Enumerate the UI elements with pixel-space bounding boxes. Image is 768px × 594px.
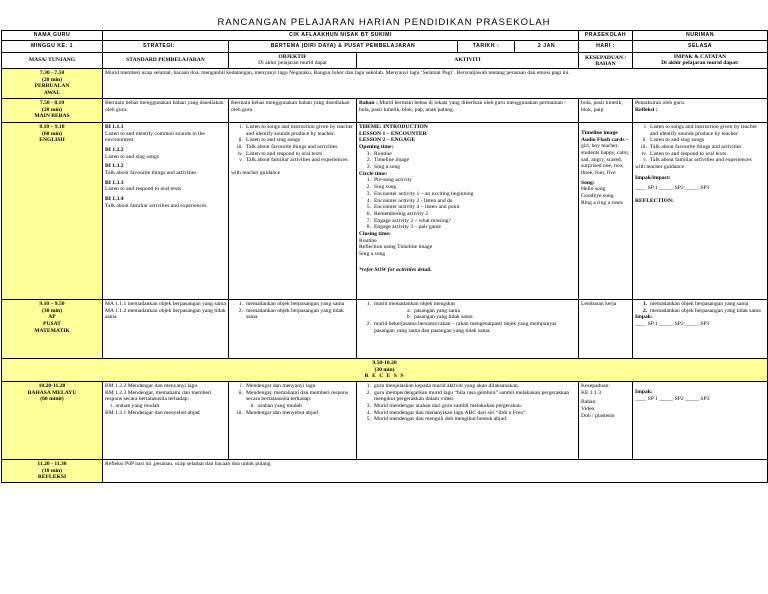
recess-duration: (30 min) [374,366,395,373]
closing-item: Routine [359,237,377,244]
list-text: Talk about favourite things and activities [650,143,742,150]
bm-aktiviti [357,381,579,459]
list-num: 3. [366,164,371,171]
refleksi-text: Refleksi PdP hari ini ,pesanan, ucap selamat dan bacaan doa untuk pulang [103,459,768,482]
bahan-label: Bahan : [359,99,378,106]
list-text: Engage activity 3 – pair game [374,224,441,231]
list-item [359,191,576,198]
circle-label: Circle time: [359,170,388,177]
masa-tunjang-2: AWAL [43,90,61,97]
list-num: iv. [641,150,648,157]
list-num: 3. [366,190,371,197]
masa-main-bebas [2,98,103,122]
list-num: b. [406,314,411,321]
standard-code: BI 1.2.2 [105,146,124,153]
list-num: iv. [237,150,243,157]
list-num: iii. [236,143,243,150]
list-item [359,151,576,158]
col-standard: STANDARD PEMBELAJARAN [103,53,229,69]
list-item [635,157,765,164]
list-item [359,204,576,211]
list-text: Remembering activity 2 [374,210,429,217]
strategi-value: BERTEMA (DIRI DAYA) & PUSAT PEMBELAJARAN [229,41,458,52]
kesepaduan-label: Kesepaduan: [581,382,610,389]
masa-tunjang: AP [48,314,56,321]
list-text: pasangan yang tidak sama [414,314,473,321]
standard-text: i. arahan yang mudah [111,403,160,410]
list-item [359,211,576,218]
list-text: murid bekerjasama bersama rakan – rakan mengenalpasti objek yang mempunyai pasangan yang sama dan pasangan yang tidak sama. [374,320,557,334]
matematik-aktiviti [357,299,579,358]
standard-text: Listen to and respond to oral texts [105,186,182,193]
list-num: iii. [236,409,243,416]
list-num: 2. [366,157,371,164]
list-text: memadankan objek berpasangan yang tidak sama [650,307,761,314]
masa-english [2,122,103,299]
list-text: Engage activity 2 – what missing? [374,217,451,224]
song-item: Hello song [581,186,606,193]
list-text: memadankan objek berpasangan yang sama [650,300,749,307]
list-text: Mendengar dan menyanyi lagu [246,382,316,389]
strategi-label: STRATEGI: [103,41,229,53]
list-num: 1. [642,300,648,307]
list-item [635,124,765,137]
english-standard [103,122,229,299]
masa-tunjang: MAIN BEBAS [34,113,70,120]
closing-item: Reflection using Timeline image [359,244,433,251]
bm-bahan [579,381,633,459]
list-text: guru memperdengarkan murid lagu “bila rasa gembira” sambil melakukan pergerakkan mengikut pergerakkan dalam video. [374,389,570,403]
list-text: Listen to and sing songs [246,137,301,144]
masa-tunjang: REFLEKSI [37,474,67,481]
list-item [231,124,354,137]
list-text: Murid mendengar dan menguli doh mengikut bentuk abjad. [374,416,508,423]
list-item [231,144,354,151]
masa-refleksi [2,459,103,482]
standard-text: Listen to and sing songs [105,153,160,160]
kesepaduan-value: KE 1.1.3 [581,389,602,396]
english-aktiviti [357,122,579,299]
song-item: Ring a ring a roses [581,199,623,206]
list-num: 2. [366,389,371,396]
tarikh-label: TARIKH : [458,41,515,52]
list-num: i. [240,382,243,389]
masa-time: 10.20-11.20 [38,382,66,389]
list-item [231,410,354,417]
bahan-item: Doh / plastesin [581,412,615,419]
list-text: Listen to and sing songs [650,137,705,144]
masa-duration: (20 min) [41,76,63,83]
list-num: v. [643,157,648,164]
list-item [359,403,576,410]
nama-guru-value: CIK AFLAAKHUN NISAK BT SUKIMI [103,31,579,41]
matematik-objektif [229,299,357,358]
list-text: memadankan objek berpasangan yang sama [246,300,345,307]
song-label: Song: [581,179,595,186]
list-num: 6. [366,210,371,217]
list-num: v. [239,157,243,164]
list-item [359,308,576,315]
masa-matematik [2,299,103,358]
list-num: ii. [250,403,255,410]
list-item [231,157,354,164]
standard-code: BI 1.3.4 [105,196,124,203]
list-num: i. [644,123,648,130]
standard-code: BI 1.3.2 [105,163,124,170]
masa-time: 11.20 - 11.30 [37,460,67,467]
tarikh-value: 2 JAN [537,43,556,50]
list-item [359,157,576,164]
list-num: ii. [238,137,243,144]
list-text: Sing song [374,184,397,191]
list-text: Encounter activity 1 – an exciting beginning [374,190,474,197]
masa-duration: (10 min) [41,467,63,474]
list-item [359,301,576,308]
list-text: murid memadankan objek mengikut [374,300,455,307]
list-text: Talk about familiar activities and experiences [246,157,348,164]
masa-perbualan [2,69,103,99]
list-text: guru menjelaskan kepada murid aktiviti yang akan dilaksanakan. [374,382,520,389]
impak-label: Impak: [635,388,653,395]
prasekolah-value: NURIMAN [633,31,768,41]
list-num: 4. [366,409,371,416]
standard-text: Talk about familiar activities and experiences [105,202,207,209]
standard-text: BM 1.2.2 Mendengar dan menyanyi lagu [105,382,198,389]
standard-text: BM 1.2.3 Mendengar, memahami dan memberi respons secara bertatasusila terhadap: [105,389,212,403]
list-item [231,403,354,410]
list-text: Encounter activity 2 - listen and do [374,197,453,204]
list-text: Pre-song activity [374,177,413,184]
minggu-label: MINGGU KE: 1 [2,41,103,53]
page-title: RANCANGAN PELAJARAN HARIAN PENDIDIKAN PRASEKOLAH [217,17,551,28]
list-item [359,224,576,231]
lesson-plan-table [1,30,768,483]
list-text: memadankan objek berpasangan yang tidak sama [246,307,344,321]
main-bebas-standard: Bermain bebas menggunakan bahan yang disediakan oleh guru. [103,98,229,122]
prasekolah-label: PRASEKOLAH [579,31,633,41]
masa-time: 9.10 – 9.50 [39,300,65,307]
list-text: Mendengar, memahami dan memberi respons secara bertatasusila terhadap: [246,389,349,403]
list-item [231,137,354,144]
list-num: ii. [642,137,648,144]
list-item [231,390,354,403]
list-item [359,184,576,191]
lesson-label: LESSON 2 – ENGAGE [359,137,416,144]
bahan-label: Timeline image Audio Flash cards – [581,129,629,143]
list-num: 2. [366,320,371,327]
english-bahan [579,122,633,299]
list-num: 2. [238,307,243,314]
list-text: Talk about familiar activities and experiences [650,157,752,164]
impak-note: with teacher guidance [635,164,685,171]
masa-duration: (60 minit) [40,396,64,403]
standard-text: BM 1.3.1 Mendengar dan menyebut abjad [105,409,200,416]
list-num: 4. [366,197,371,204]
list-num: 7. [366,217,371,224]
list-num: 8. [366,224,371,231]
list-item [359,416,576,423]
masa-tunjang: PERBUALAN [34,83,70,90]
list-item [359,218,576,225]
impak-sp: ____ SP 1 _____ SP2 _____ SP3 [635,320,710,327]
list-item [359,390,576,403]
standard-code: BI 1.1.1 [105,123,124,130]
masa-bahasa-melayu [2,381,103,459]
bm-objektif [229,381,357,459]
list-item [635,137,765,144]
col-impak-sub: Di akhir pelajaran murid dapat: [661,60,739,66]
matematik-impak [633,299,768,358]
list-item [359,198,576,205]
list-text: Listen to and respond to oral texts [246,150,323,157]
masa-tunjang-3: MATEMATIK [34,327,70,334]
bahan-item: Video [581,406,595,413]
list-text: Listen to and respond to oral texts [650,150,727,157]
list-num: i. [240,123,243,130]
aktiviti-text: Murid bermain bebas di lokasi yang diberikan oleh guru menggunakan permainan - bola, pasir kinetik, blok, pap, anak patung. [359,99,567,113]
masa-duration: (20 min) [41,106,63,113]
list-num: 1. [366,382,371,389]
standard-text: Listen to and identify common sounds in the environment [105,130,205,144]
perbualan-text: Murid memberi ucap selamat, bacaan doa, menganbil kedatangan, menyanyi lagu Negaraku, Bangsa Johor dan lagu sekolah. Menyanyi lagu ‘Selamat Pagi’. Bersoaljawab tentang perasaan dan emosi pagi ini. [103,69,768,99]
objektif-note: with teacher guidance [231,170,281,177]
main-bebas-objektif: Bermain bebas menggunakan bahan yang disediakan oleh guru. [229,98,357,122]
list-text: Timeline image [374,157,410,164]
list-item [359,177,576,184]
list-text: pasangan yang sama [414,307,460,314]
standard-text: MA 1.1.2 memadankan objek berpasangan yang tidak sama [105,307,226,321]
masa-time: 7.30 - 7.50 [39,70,65,76]
masa-tunjang: BAHASA MELAYU [27,389,77,396]
list-item [359,383,576,390]
masa-time: 8.10 – 9.10 [39,123,65,130]
impak-label: Impak/impact: [635,174,671,181]
list-item [635,301,765,308]
list-item [635,308,765,315]
list-num: 5. [366,204,371,211]
nama-guru-label: NAMA GURU [2,31,103,41]
list-item [231,301,354,308]
masa-time: 7.50 - 8.10 [39,99,65,106]
standard-code: BI 1.3.3 [105,179,124,186]
masa-duration: (60 min) [41,130,63,137]
list-item [359,314,576,321]
list-text: Mendengar dan menyebut abjad [246,409,318,416]
main-bebas-impak [633,98,768,122]
list-num: 2. [642,307,648,314]
list-num: iii. [640,143,648,150]
hari-value: SELASA [633,41,768,53]
list-item [359,410,576,417]
closing-item: Sing a song [359,251,386,258]
list-text: Encounter activity 4 – listen and point [374,204,460,211]
list-text: arahan yang mudah [258,403,302,410]
theme-label: THEME: INTRODUCTION [359,123,428,130]
list-text: Listen to songs and instruction given by teacher and identify sounds produce by teacher. [650,123,758,137]
list-num: 5. [366,416,371,423]
list-item [231,308,354,321]
col-aktiviti: AKTIVITI [357,53,579,69]
impak-text: Pentaksiran oleh guru. [635,99,686,106]
song-item: Goodbye song [581,193,614,200]
bahan-text: girl, boy teacher, students happy, calm, sad, angry, scared, surprised one, two, three, four, five [581,143,630,177]
refleksi-label: Refleksi : [635,106,658,113]
matematik-standard [103,299,229,358]
list-text: Talk about favourite things and activities [246,143,338,150]
lesson-label: LESSON 1 – ENCOUNTER [359,130,427,137]
main-bebas-bahan: bola, pasir kinetik, blok, paip [579,98,633,122]
list-item [359,164,576,171]
list-item [359,321,576,334]
bm-impak [633,381,768,459]
list-num: 1. [366,300,371,307]
col-impak: IMPAK & CATATAN [673,54,727,60]
bm-standard [103,381,229,459]
list-num: 3. [366,403,371,410]
english-objektif [229,122,357,299]
recess-label: R E C E S S [364,373,405,380]
impak-label: Impak: [635,314,653,321]
list-text: Listen to songs and instruction given by teacher and identify sounds produce by teacher. [246,123,354,137]
col-kesepaduan: KESEPADUAN / BAHAN [579,53,633,69]
reflection-label: REFLECTION: [635,198,674,205]
hari-label: HARI : [579,41,633,53]
closing-label: Closing time: [359,231,391,238]
opening-label: Opening time: [359,143,394,150]
english-impak [633,122,768,299]
main-bebas-aktiviti [357,98,579,122]
masa-tunjang-2: PUSAT [43,320,61,327]
impak-sp: ____ SP 1 _____ SP2 _____ SP3 [635,185,710,192]
list-text: Murid mendengar dan menanyikan lagu ABC dari siri “didi n Fren”. [374,409,528,416]
masa-tunjang: ENGLISH [39,137,65,144]
list-num: 1. [366,150,371,157]
standard-text: MA 1.1.1 memadankan objek berpasangan yang sama [105,300,226,307]
list-num: ii. [238,389,243,396]
recess-row [2,358,768,381]
list-text: Murid mendengar arahan dari guru sambil melakukan pergerakan. [374,403,523,410]
recess-time: 9.50-10.20 [372,359,397,366]
list-num: a. [407,307,411,314]
sow-note: *refer SOW for activities detail. [359,266,432,273]
impak-sp: ____ SP 1 _____ SP2 _____ SP3 [635,395,710,402]
list-num: 1. [238,300,243,307]
masa-duration: (30 min) [41,307,63,314]
list-num: 2. [366,184,371,191]
list-text: Sing a song [374,164,401,171]
list-item [635,144,765,151]
bahan-label: Bahan: [581,399,597,406]
standard-text: Talk about favourite things and activities [105,170,197,177]
col-objektif-sub: Di akhir pelajaran murid dapat [258,60,327,66]
col-masa: MASA/ TUNJANG [2,53,103,69]
list-text: Routine [374,150,392,157]
list-item [231,383,354,390]
matematik-bahan: Lembaran kerja [579,299,633,358]
list-num: 1. [366,177,371,184]
col-objektif: OBJEKTIF [278,54,307,60]
